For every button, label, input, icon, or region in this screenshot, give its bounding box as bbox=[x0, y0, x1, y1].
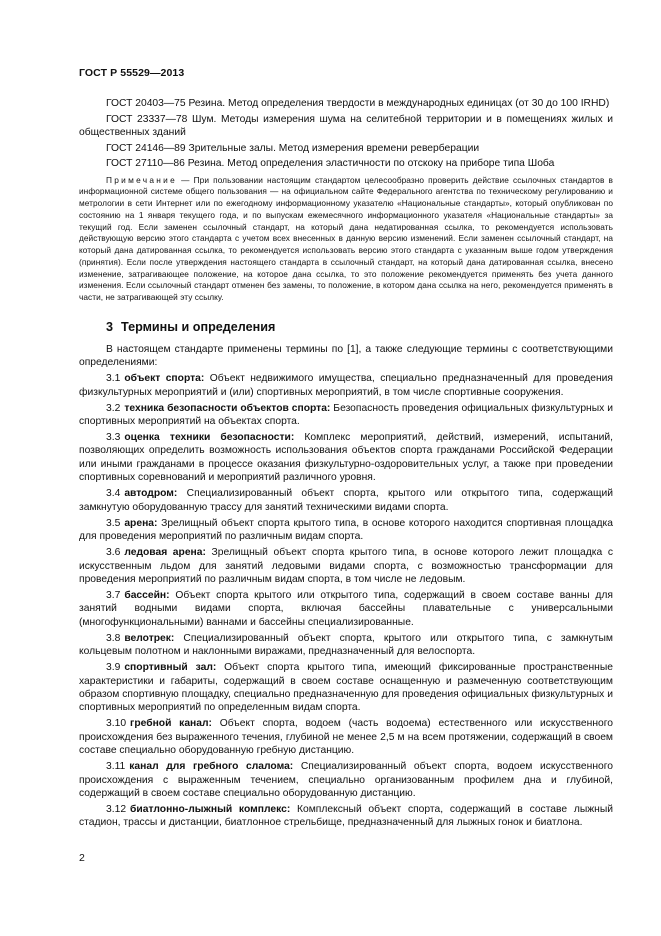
term-name: спортивный зал: bbox=[124, 662, 217, 674]
term-number: 3.10 bbox=[106, 718, 127, 730]
document-header: ГОСТ Р 55529—2013 bbox=[79, 67, 185, 79]
section-intro: В настоящем стандарте применены термины по [1], а также следующие термины с соответствующими определениями: bbox=[79, 343, 613, 369]
reference-gost-23337: ГОСТ 23337—78 Шум. Методы измерения шума на селитебной территории и в помещениях жилых и общественных зданий bbox=[79, 113, 613, 138]
term-definition: Комплекс мероприятий, действий, измерений, испытаний, позволяющих определить возможность использования объектов спорта гражданами Российской Федерации или иными гражданами в процессе оказания физкультурно-оздоровительных услуг, а также при проведении спортивных соревнований и мероприятий различного уровня. bbox=[79, 432, 613, 484]
note-paragraph bbox=[79, 175, 613, 304]
term-name: велотрек: bbox=[124, 632, 175, 644]
term-definition: Объект недвижимого имущества, специально предназначенный для проведения физкультурных мероприятий и (или) спортивных мероприятий, в том числе спортивные сооружения. bbox=[79, 373, 613, 398]
term-3-10 bbox=[79, 717, 613, 757]
term-3-9 bbox=[79, 661, 613, 715]
term-3-12 bbox=[79, 803, 613, 830]
term-3-5 bbox=[79, 517, 613, 544]
term-name: объект спорта: bbox=[124, 373, 205, 385]
document-body bbox=[79, 97, 613, 830]
section-number: 3 bbox=[106, 319, 114, 334]
term-number: 3.7 bbox=[106, 589, 121, 601]
reference-gost-27110: ГОСТ 27110—86 Резина. Метод определения эластичности по отскоку на приборе типа Шоба bbox=[106, 158, 555, 170]
section-title: Термины и определения bbox=[121, 319, 276, 334]
term-name: ледовая арена: bbox=[124, 547, 206, 559]
term-number: 3.11 bbox=[106, 761, 126, 773]
term-3-7 bbox=[79, 589, 613, 629]
term-name: оценка техники безопасности: bbox=[124, 432, 295, 444]
term-definition: Объект спорта крытого или открытого типа, содержащий в своем составе ванны для занятий водными видами спорта, включая бассейны плавательные с универсальными (многофункциональными) ваннами и бассейны специализированные. bbox=[79, 589, 613, 628]
term-3-8 bbox=[79, 632, 613, 659]
term-definition: Специализированный объект спорта, крытого или открытого типа, с замкнутым кольцевым полотном и наклонными виражами, предназначенный для велоспорта. bbox=[79, 632, 613, 658]
term-3-6 bbox=[79, 546, 613, 586]
term-3-2 bbox=[79, 402, 613, 429]
term-name: канал для гребного слалома: bbox=[129, 761, 294, 773]
term-number: 3.6 bbox=[106, 547, 121, 559]
term-name: автодром: bbox=[124, 488, 178, 500]
term-3-1 bbox=[79, 372, 613, 399]
term-number: 3.12 bbox=[106, 803, 127, 815]
term-definition: Комплексный объект спорта, содержащий в составе лыжный стадион, трассы и дистанции, биатлонное стрельбище, предназначенный для лыжных гонок и биатлона. bbox=[79, 803, 613, 829]
term-3-4 bbox=[79, 487, 613, 514]
term-number: 3.2 bbox=[106, 402, 121, 414]
term-definition: Объект спорта, водоем (часть водоема) естественного или искусственного происхождения без выраженного течения, глубиной не менее 2,5 м на всем протяжении, содержащий в своем составе специально оборудованную гребную дистанцию. bbox=[79, 718, 613, 757]
term-name: бассейн: bbox=[124, 589, 170, 601]
term-name: техника безопасности объектов спорта: bbox=[124, 402, 331, 414]
term-3-11 bbox=[79, 760, 613, 800]
section-heading bbox=[79, 319, 613, 335]
term-definition: Специализированный объект спорта, крытого или открытого типа, содержащий замкнутую оборудованную трассу для занятий техническими видами спорта. bbox=[79, 488, 613, 513]
term-definition: Объект спорта крытого типа, имеющий фиксированные пространственные характеристики и габариты, содержащий в своем составе оснащенную и размеченную соответствующим образом спортивную площадку, специально предназначенную для проведения официальных физкультурных и спортивных мероприятий по определенным видам спорта. bbox=[79, 662, 613, 714]
term-number: 3.9 bbox=[106, 662, 121, 674]
term-number: 3.8 bbox=[106, 632, 121, 644]
note-text: — При пользовании настоящим стандартом целесообразно проверить действие ссылочных стандартов в информационной системе общего пользования — на официальном сайте Федерального агентства по техническому регулированию и метрологии в сети Интернет или по ежегодному информационному указателю «Национальные стандарты», который опубликован по состоянию на 1 января текущего года, и по выпускам ежемесячного информационного указателя «Национальные стандарты» за текущий год. Если заменен ссылочный стандарт, на который дана недатированная ссылка, то рекомендуется использовать действующую версию этого стандарта с учетом всех внесенных в данную версию изменений. Если заменен ссылочный стандарт, на который дана датированная ссылка, то рекомендуется использовать версию этого стандарта с указанным выше годом утверждения (принятия). Если после утверждения настоящего стандарта в ссылочный стандарт, на который дана датированная ссылка, внесено изменение, затрагивающее положение, на которое дана ссылка, то это положение рекомендуется применять без учета данного изменения. Если ссылочный стандарт отменен без замены, то положение, в котором дана ссылка на него, рекомендуется применять в части, не затрагивающей эту ссылку. bbox=[79, 174, 613, 303]
term-name: биатлонно-лыжный комплекс: bbox=[130, 803, 291, 815]
term-number: 3.5 bbox=[106, 517, 121, 529]
term-definition: Зрелищный объект спорта крытого типа, в основе которого находится спортивная площадка для проведения мероприятий по различным видам спорта. bbox=[79, 517, 613, 543]
reference-gost-20403: ГОСТ 20403—75 Резина. Метод определения твердости в международных единицах (от 30 до 100 IRHD) bbox=[106, 98, 610, 109]
term-definition: Специализированный объект спорта, водоем искусственного происхождения с выраженным течением, специально организованным профилем дна и глубиной, содержащий в своем составе специально оборудованную дистанцию. bbox=[79, 761, 613, 799]
term-number: 3.4 bbox=[106, 488, 121, 500]
term-number: 3.3 bbox=[106, 432, 121, 444]
term-definition: Зрелищный объект спорта крытого типа, в основе которого лежит площадка с искусственным льдом для занятий ледовыми видами спорта, с возможностью трансформации для проведения мероприятий по различным видам спорта, в том числе не ледовым. bbox=[79, 547, 613, 585]
term-name: арена: bbox=[124, 517, 158, 529]
reference-gost-24146: ГОСТ 24146—89 Зрительные залы. Метод измерения времени реверберации bbox=[106, 142, 480, 154]
term-number: 3.1 bbox=[106, 373, 121, 385]
note-label: Примечание bbox=[106, 174, 178, 185]
page-number: 2 bbox=[79, 852, 85, 864]
term-definition: Безопасность проведения официальных физкультурных и спортивных мероприятий на объектах спорта. bbox=[79, 402, 613, 428]
term-3-3 bbox=[79, 431, 613, 485]
term-name: гребной канал: bbox=[130, 718, 212, 730]
